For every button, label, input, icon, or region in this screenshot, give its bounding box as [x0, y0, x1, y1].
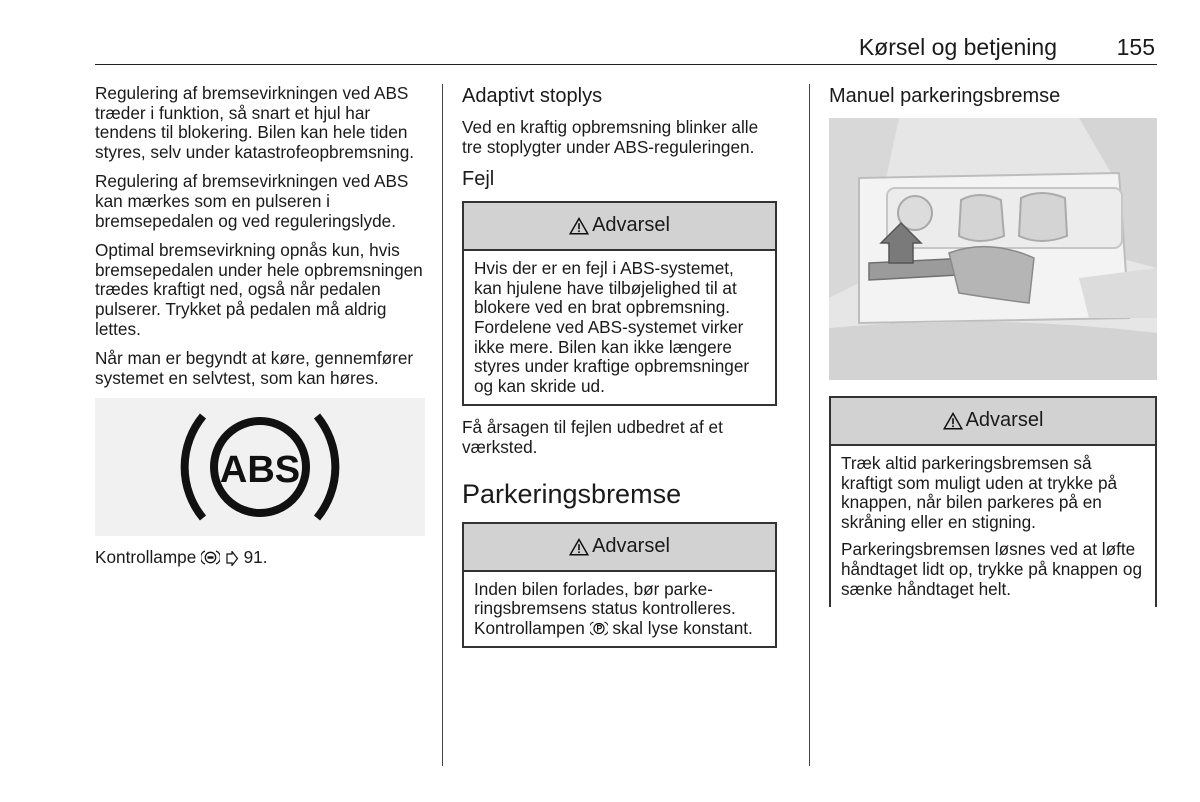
warning-triangle-icon — [569, 538, 589, 556]
page-header — [95, 30, 1157, 65]
warning-title: Advarsel — [592, 214, 670, 237]
parking-brake-photo — [829, 118, 1157, 380]
warning-box — [462, 522, 777, 649]
warning-header — [464, 203, 775, 251]
paragraph: Optimal bremsevirkning opnås kun, hvis bremsepedalen under hele opbremsningen trædes kraftigt ned, også når pedalen pulserer. Trykket på pedalen må aldrig lettes. — [95, 240, 423, 339]
warning-title: Advarsel — [965, 409, 1044, 432]
warning-header — [464, 524, 775, 572]
heading-parking-brake: Parkeringsbremse — [462, 478, 682, 509]
warning-triangle-icon — [569, 217, 589, 235]
warning-text: Parkeringsbremsen løsnes ved at løfte håndtaget lidt op, trykke på knappen og sænke håndtaget helt. — [841, 539, 1142, 599]
warning-header — [831, 398, 1155, 446]
parking-brake-illustration — [829, 118, 1157, 380]
warning-text: Hvis der er en fejl i ABS-systemet, kan hjulene have tilbøjelighed til at blokere ved en brat opbremsning. Fordelene ved ABS-systemet virker ikke mere. Bilen kan ikke længere styres under kraftige opbremsninger og kan skride ud. — [474, 258, 750, 396]
warning-body — [464, 251, 775, 404]
paragraph: Når man er begyndt at køre, gennemfører systemet en selvtest, som kan høres. — [95, 348, 414, 388]
column-divider-1 — [442, 84, 443, 766]
page-reference-arrow-icon — [225, 551, 239, 566]
paragraph: Regulering af bremsevirkningen ved ABS træder i funktion, så snart et hjul har tendens til blokering. Bilen kan hele tiden styres, selv under katastrofeopbremsning. — [95, 83, 415, 162]
section-title: Kørsel og betjening — [858, 34, 1057, 60]
warning-title: Advarsel — [592, 534, 670, 557]
column-1 — [95, 84, 425, 578]
heading-fault: Fejl — [462, 168, 495, 191]
parking-brake-indicator-icon — [590, 620, 608, 637]
figure-caption: Kontrollampe 91. — [95, 547, 268, 568]
paragraph: Ved en kraftig opbremsning blinker alle tre stoplygter under ABS-reguleringen. — [462, 117, 759, 157]
warning-text: Inden bilen forlades, bør parkeringsbremsens status kontrolleres. Kontrollampen skal lyse konstant. — [474, 578, 753, 638]
paragraph: Regulering af bremsevirkningen ved ABS kan mærkes som en pulseren i bremsepedalen og ved reguleringslyde. — [95, 171, 409, 231]
column-divider-2 — [809, 84, 810, 766]
heading-manual-parking-brake: Manuel parkeringsbremse — [829, 85, 1061, 107]
column-3 — [829, 84, 1157, 607]
abs-figure-text: ABS — [219, 449, 301, 492]
warning-box — [462, 201, 777, 406]
warning-body — [831, 446, 1155, 607]
warning-text: Træk altid parkeringsbremsen så kraftigt som muligt uden at trykke på knappen, når bilen parkeres på en skråning eller en stigning. — [841, 453, 1118, 532]
warning-triangle-icon — [943, 412, 963, 430]
heading-adaptive-brake-light: Adaptivt stoplys — [462, 85, 603, 107]
page-number: 155 — [1116, 34, 1155, 60]
abs-warning-figure — [95, 398, 425, 536]
warning-box — [829, 396, 1157, 607]
abs-indicator-icon — [201, 549, 220, 566]
column-2 — [462, 84, 777, 660]
warning-body — [464, 572, 775, 647]
paragraph: Få årsagen til fejlen udbedret af et værksted. — [462, 417, 723, 457]
abs-symbol-icon — [95, 398, 425, 536]
